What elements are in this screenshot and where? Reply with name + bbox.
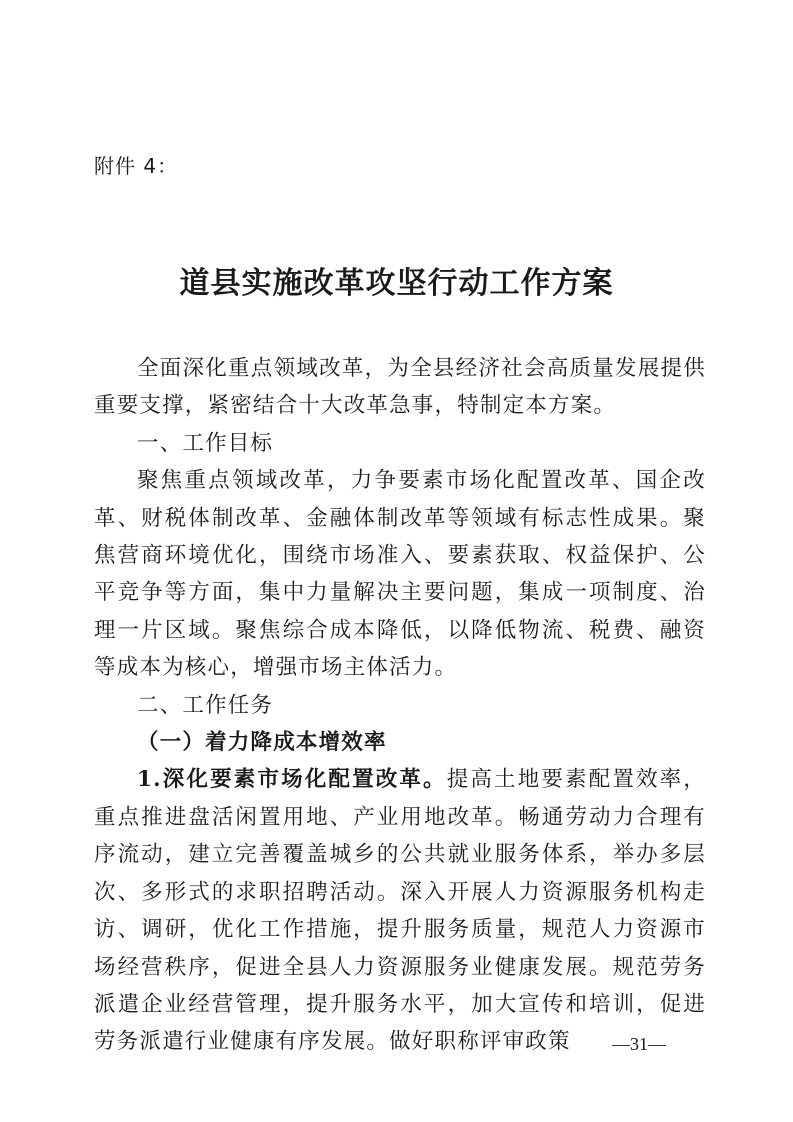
intro-paragraph: 全面深化重点领域改革，为全县经济社会高质量发展提供重要支撑，紧密结合十大改革急事，特制定本方案。 [94,356,706,419]
page-number: —31— [612,1034,666,1054]
item-title: 1.深化要素市场化配置改革。 [137,767,447,793]
attachment-label: 附件 4： [94,154,179,178]
subsection-heading: （一）着力降成本增效率 [137,730,387,756]
document-title: 道县实施改革攻坚行动工作方案 [179,266,614,301]
document-body [94,350,706,1061]
body-paragraph [94,761,706,1060]
section-heading: 一、工作目标 [137,430,274,456]
item-text: 提高土地要素配置效率，重点推进盘活闲置用地、产业用地改革。畅通劳动力合理有序流动，建立完善覆盖城乡的公共就业服务体系，举办多层次、多形式的求职招聘活动。深入开展人力资源服务机构走访、调研，优化工作措施，提升服务质量，规范人力资源市场经营秩序，促进全县人力资源服务业健康发展。规范劳务派遣企业经营管理，提升服务水平，加大宣传和培训，促进劳务派遣行业健康有序发展。做好职称评审政策 [94,767,707,1055]
section-heading: 二、工作任务 [137,692,274,718]
body-paragraph: 聚焦重点领域改革，力争要素市场化配置改革、国企改革、财税体制改革、金融体制改革等领域有标志性成果。聚焦营商环境优化，围绕市场准入、要素获取、权益保护、公平竞争等方面，集中力量解决主要问题，集成一项制度、治理一片区域。聚焦综合成本降低，以降低物流、税费、融资等成本为核心，增强市场主体活力。 [94,468,706,681]
